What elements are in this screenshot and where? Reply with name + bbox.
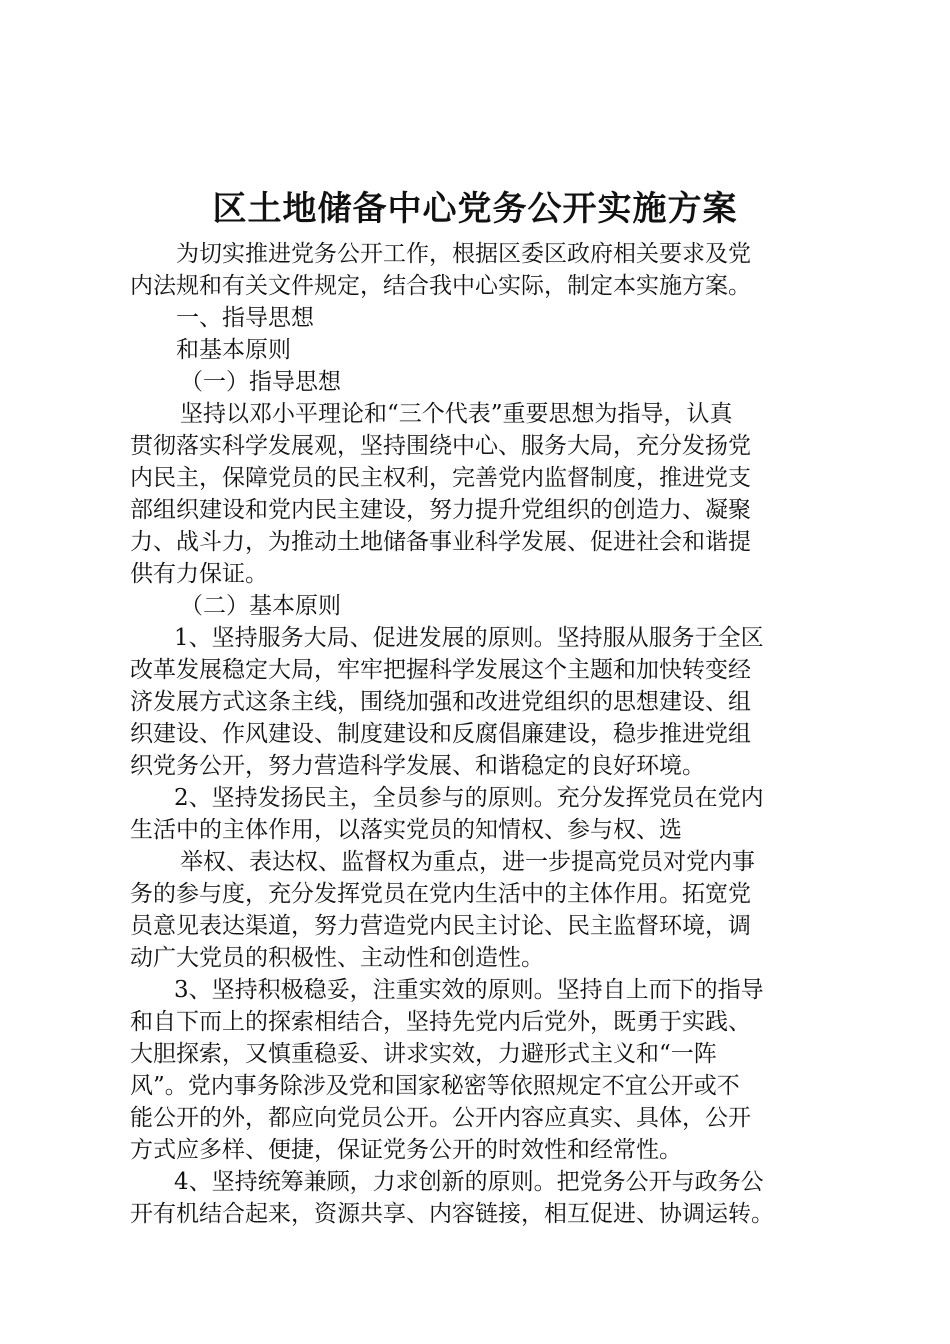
paragraph-line: 改革发展稳定大局，牢牢把握科学发展这个主题和加快转变经 [130,657,751,683]
document-title: 区土地储备中心党务公开实施方案 [212,189,738,229]
paragraph-line: 织党务公开，努力营造科学发展、和谐稳定的良好环境。 [130,753,705,779]
paragraph-line: 力、战斗力，为推动土地储备事业科学发展、促进社会和谐提 [130,529,751,555]
paragraph-line: 举权、表达权、监督权为重点，进一步提高党员对党内事 [180,849,755,875]
paragraph-line: 员意见表达渠道，努力营造党内民主讨论、民主监督环境，调 [130,913,751,939]
document-body [130,238,832,1230]
paragraph-line: 和自下而上的探索相结合，坚持先党内后党外，既勇于实践、 [130,1009,751,1035]
paragraph-line: 2、坚持发扬民主，全员参与的原则。充分发挥党员在党内 [174,785,764,811]
paragraph-line: 开有机结合起来，资源共享、内容链接，相互促进、协调运转。 [130,1201,774,1227]
paragraph-line: 坚持以邓小平理论和“三个代表”重要思想为指导，认真 [180,401,733,427]
paragraph-line: 4、坚持统筹兼顾，力求创新的原则。把党务公开与政务公 [174,1169,764,1195]
paragraph-line: 济发展方式这条主线，围绕加强和改进党组织的思想建设、组 [130,689,751,715]
subsection-heading: （一）指导思想 [180,369,341,395]
paragraph-line: 织建设、作风建设、制度建设和反腐倡廉建设，稳步推进党组 [130,721,751,747]
paragraph-line: 为切实推进党务公开工作，根据区委区政府相关要求及党 [176,241,751,267]
paragraph-line: 贯彻落实科学发展观，坚持围绕中心、服务大局，充分发扬党 [130,433,751,459]
paragraph-line: 方式应多样、便捷，保证党务公开的时效性和经常性。 [130,1137,682,1163]
paragraph-line: 务的参与度，充分发挥党员在党内生活中的主体作用。拓宽党 [130,881,751,907]
paragraph-line: 风”。党内事务除涉及党和国家秘密等依照规定不宜公开或不 [130,1073,740,1099]
paragraph-line: 供有力保证。 [130,561,268,587]
paragraph-line: 内民主，保障党员的民主权利，完善党内监督制度，推进党支 [130,465,751,491]
paragraph-line: 内法规和有关文件规定，结合我中心实际，制定本实施方案。 [130,273,751,299]
paragraph-line: 生活中的主体作用，以落实党员的知情权、参与权、选 [130,817,682,843]
paragraph-line: 部组织建设和党内民主建设，努力提升党组织的创造力、凝聚 [130,497,751,523]
paragraph-line: 能公开的外，都应向党员公开。公开内容应真实、具体，公开 [130,1105,751,1131]
paragraph-line: 动广大党员的积极性、主动性和创造性。 [130,945,544,971]
paragraph-line: 大胆探索，又慎重稳妥、讲求实效，力避形式主义和“一阵 [130,1041,717,1067]
paragraph-line: 1、坚持服务大局、促进发展的原则。坚持服从服务于全区 [174,625,764,651]
paragraph-line: 3、坚持积极稳妥，注重实效的原则。坚持自上而下的指导 [174,977,764,1003]
section-heading: 和基本原则 [176,337,291,363]
section-heading: 一、指导思想 [176,305,314,331]
subsection-heading: （二）基本原则 [180,593,341,619]
